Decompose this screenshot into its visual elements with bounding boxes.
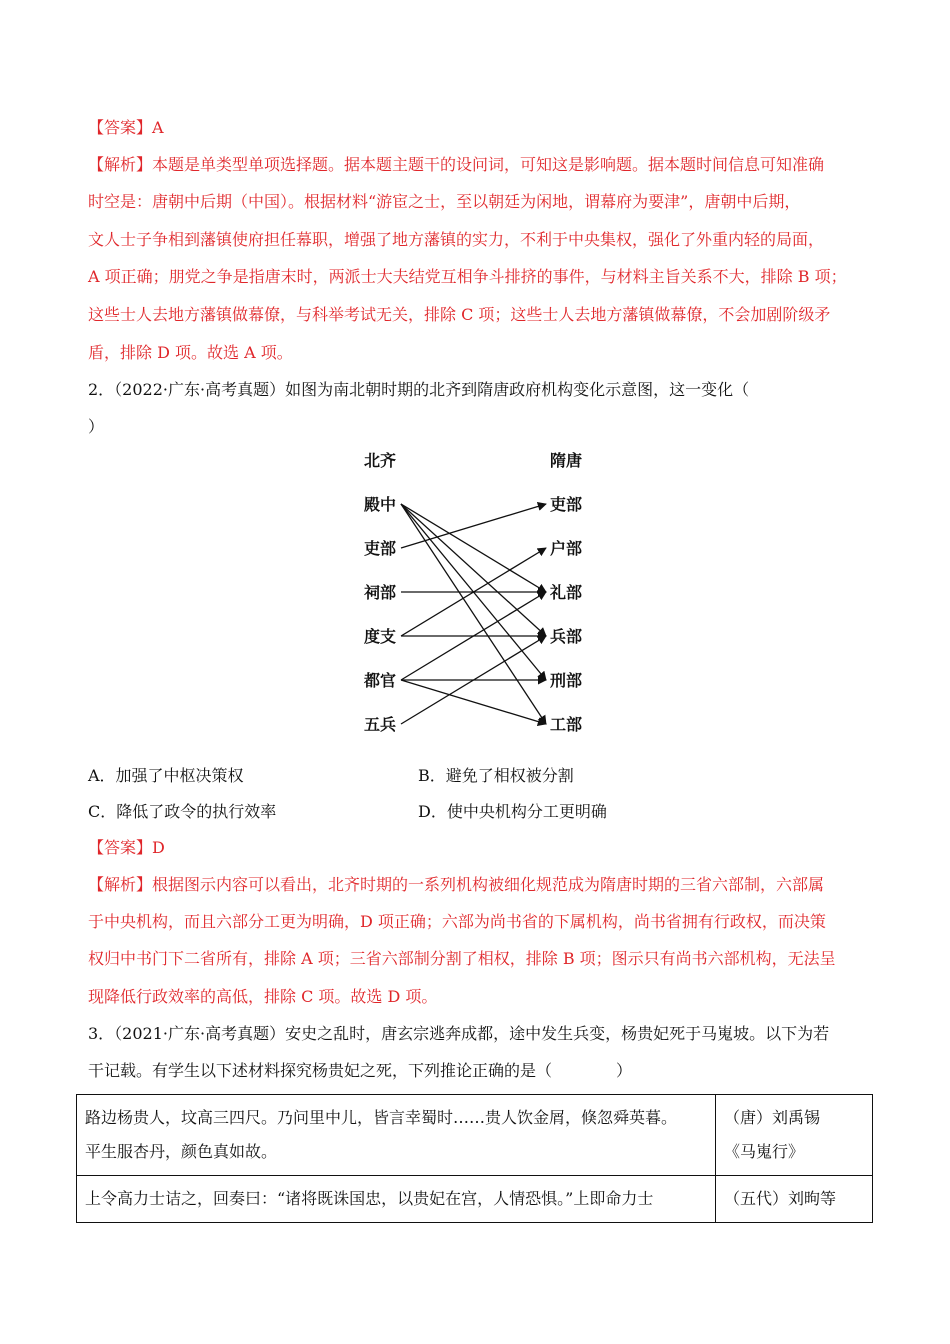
arrow xyxy=(401,504,546,636)
arrow xyxy=(401,680,546,724)
right-node-hubu: 户部 xyxy=(550,539,583,558)
right-node-gongbu: 工部 xyxy=(550,715,583,734)
left-node-dianzhong: 殿中 xyxy=(364,495,397,514)
left-node-libu: 吏部 xyxy=(364,539,397,558)
material-text xyxy=(77,1176,716,1223)
diagram-right-header: 隋唐 xyxy=(550,451,583,470)
agency-change-diagram xyxy=(356,448,606,738)
right-node-xingbu: 刑部 xyxy=(550,671,583,690)
q1-analysis-line: 时空是：唐朝中后期（中国）。根据材料“游宦之士，至以朝廷为闲地，谓幕府为要津”，唐朝中后期， xyxy=(88,192,801,211)
q3-stem: 3．（2021·广东·高考真题）安史之乱时，唐玄宗逃奔成都，途中发生兵变，杨贵妃死于马嵬坡。以下为若 xyxy=(88,1024,830,1043)
diagram-left-header: 北齐 xyxy=(364,451,397,470)
material-source-line: （唐）刘禹锡 xyxy=(724,1108,821,1127)
q1-analysis-line: 【解析】本题是单类型单项选择题。据本题主题干的设问词，可知这是影响题。据本题时间信息可知准确 xyxy=(88,155,825,174)
left-node-cibu: 祠部 xyxy=(364,583,397,602)
left-node-duguan: 都官 xyxy=(364,671,397,690)
material-source xyxy=(716,1176,873,1223)
right-node-bingbu: 兵部 xyxy=(550,627,583,646)
table-row xyxy=(77,1176,873,1223)
right-node-libu: 吏部 xyxy=(550,495,583,514)
q1-analysis-line: 这些士人去地方藩镇做幕僚，与科举考试无关，排除 C 项；这些士人去地方藩镇做幕僚，不会加剧阶级矛 xyxy=(88,305,831,324)
option-d[interactable]: D．使中央机构分工更明确 xyxy=(418,802,607,821)
q1-analysis-line: A 项正确；朋党之争是指唐末时，两派士大夫结党互相争斗排挤的事件，与材料主旨关系不大，排除 B 项； xyxy=(88,267,847,286)
material-text xyxy=(77,1095,716,1176)
option-a[interactable]: A．加强了中枢决策权 xyxy=(88,766,244,785)
q1-answer: 【答案】A xyxy=(88,118,164,137)
q2-analysis-line: 权归中书门下二省所有，排除 A 项；三省六部制分割了相权，排除 B 项；图示只有尚书六部机构，无法呈 xyxy=(88,949,836,968)
q2-analysis-line: 于中央机构，而且六部分工更为明确，D 项正确；六部为尚书省的下属机构，尚书省拥有行政权，而决策 xyxy=(88,912,826,931)
material-source-line: 《马嵬行》 xyxy=(724,1142,805,1161)
option-b[interactable]: B．避免了相权被分割 xyxy=(418,766,574,785)
q1-analysis-line: 文人士子争相到藩镇使府担任幕职，增强了地方藩镇的实力，不利于中央集权，强化了外重内轻的局面， xyxy=(88,230,825,249)
q2-analysis-line: 【解析】根据图示内容可以看出，北齐时期的一系列机构被细化规范成为隋唐时期的三省六部制，六部属 xyxy=(88,875,825,894)
left-node-wubing: 五兵 xyxy=(364,715,397,734)
source-material-table xyxy=(76,1094,873,1223)
q1-analysis-line: 盾，排除 D 项。故选 A 项。 xyxy=(88,343,293,362)
material-source xyxy=(716,1095,873,1176)
material-text-line: 上令高力士诘之，回奏曰：“诸将既诛国忠，以贵妃在宫，人情恐惧。”上即命力士 xyxy=(85,1189,654,1208)
arrow xyxy=(401,504,546,548)
q2-stem: 2．（2022·广东·高考真题）如图为南北朝时期的北齐到隋唐政府机构变化示意图，这一变化（ xyxy=(88,380,750,399)
material-source-line: （五代）刘昫等 xyxy=(724,1189,837,1208)
q2-answer: 【答案】D xyxy=(88,838,165,857)
arrow xyxy=(401,504,546,592)
option-c[interactable]: C．降低了政令的执行效率 xyxy=(88,802,277,821)
left-node-duzhi: 度支 xyxy=(364,627,397,646)
arrow xyxy=(401,504,546,724)
right-node-libu-rites: 礼部 xyxy=(550,583,583,602)
q2-stem-close: ） xyxy=(88,417,105,436)
material-text-line: 路边杨贵人，坟高三四尺。乃问里中儿，皆言幸蜀时……贵人饮金屑，倏忽舜英暮。 xyxy=(85,1108,678,1127)
q2-analysis-line: 现降低行政效率的高低，排除 C 项。故选 D 项。 xyxy=(88,987,438,1006)
q3-stem-cont: 干记载。有学生以下述材料探究杨贵妃之死，下列推论正确的是（ ） xyxy=(88,1061,633,1080)
table-row xyxy=(77,1095,873,1176)
material-text-line: 平生服杏丹，颜色真如故。 xyxy=(85,1142,278,1161)
